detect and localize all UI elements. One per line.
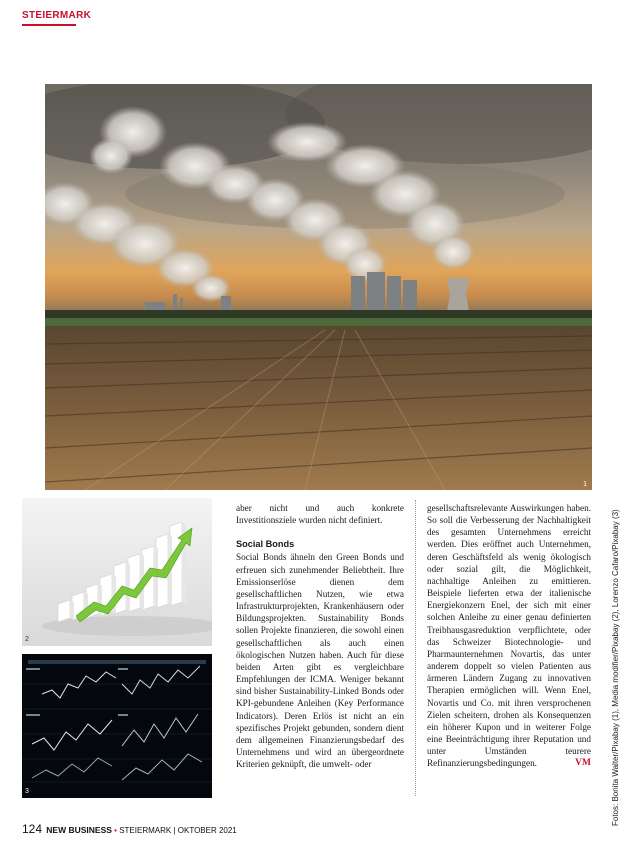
text-column-1: [236, 502, 404, 770]
column1-body: Social Bonds ähneln den Green Bonds und erfreuen sich zunehmender Beliebtheit. Ihre Emissionserlöse dienen dem gesellschaftlichen Nutzen, wie etwa Infrastrukturprojekten, Krankenhäusern oder Bildungsprojekten. Sustainability Bonds sollen Projekte finanzieren, die sowohl einen gesellschaftlichen als auch einen ökologischen Nutzen haben. Auch für diese beiden Arten gibt es vergleichbare Empfehlungen der ICMA. Weniger bekannt sind bisher Sustainability-Linked Bonds oder KPI-gebundene Anleihen (Key Performance Indicators). Deren Erlös ist nicht an ein spezifisches Projekt gebunden, sondern dient dem allgemeinen Finanzierungsbedarf des Unternehmens und wird an übergeordnete Kriterien geknüpft, die umwelt- oder: [236, 552, 404, 770]
footer-issue: OKTOBER 2021: [177, 826, 237, 835]
power-plant-illustration: [45, 84, 592, 490]
footer-region: STEIERMARK: [119, 826, 172, 835]
growth-chart-photo: [22, 498, 212, 646]
author-initials: VM: [575, 758, 591, 769]
page-footer: [22, 822, 237, 836]
photo-number-3: 3: [25, 788, 29, 795]
column2-body-text: gesellschaftsrelevante Auswirkungen haben. So soll die Verbesserung der Nachhaltigkeit des gesamten Unternehmens erreicht werden. Dies eröffnet auch Unternehmen, deren Geschäftsfeld als wenig ökologisch oder sozial gilt, die Möglichkeit, nachhaltige Anleihen zu emittieren. Beispiele lieferten etwa der italienische Energiekonzern Enel, der sich mit einer solchen Anleihe zu einer genau definierten Treibhausgasreduktion verpflichtete, oder das Schweizer Biotechnologie- und Pharmaunternehmen Novartis, das unter anderem doppelt so vielen Patienten aus ärmeren Ländern Zugang zu innovativen Therapien ermöglichen will. Wenn Enel, Novartis und Co. mit ihren versprochenen Zielen scheitern, drohen als Konsequenzen ein höherer Kupon und in weiterer Folge eine Beeinträchtigung ihrer Reputation und unter Umständen teurere Refinanzierungsbedingungen.: [427, 503, 591, 769]
text-column-2: [427, 502, 591, 769]
footer-bullet: •: [114, 826, 117, 835]
stock-monitor-photo: [22, 654, 212, 798]
column1-intro: aber nicht und auch konkrete Investitionsziele wurden nicht definiert.: [236, 503, 404, 526]
column-divider: [415, 500, 416, 796]
footer-pipe: |: [173, 826, 176, 835]
photo-credit-text: Fotos: Bonita Walter/Pixabay (1), Media modifier/Pixabay (2), Lorenzo Cafaro/Pixabay (3): [611, 509, 620, 826]
bar-chart-arrow-illustration: [22, 498, 212, 646]
trading-screens-illustration: [22, 654, 212, 798]
section-label: STEIERMARK: [22, 10, 92, 21]
page-number: 124: [22, 822, 43, 836]
section-rule: [22, 24, 76, 26]
hero-photo-power-plant: [45, 84, 592, 490]
subhead-social-bonds: Social Bonds: [236, 539, 295, 550]
photo-number-2: 2: [25, 636, 29, 643]
photo-number-1: 1: [583, 481, 587, 488]
photo-credit: [601, 486, 620, 826]
magazine-name: NEW BUSINESS: [46, 825, 112, 835]
column2-body: [427, 502, 591, 769]
